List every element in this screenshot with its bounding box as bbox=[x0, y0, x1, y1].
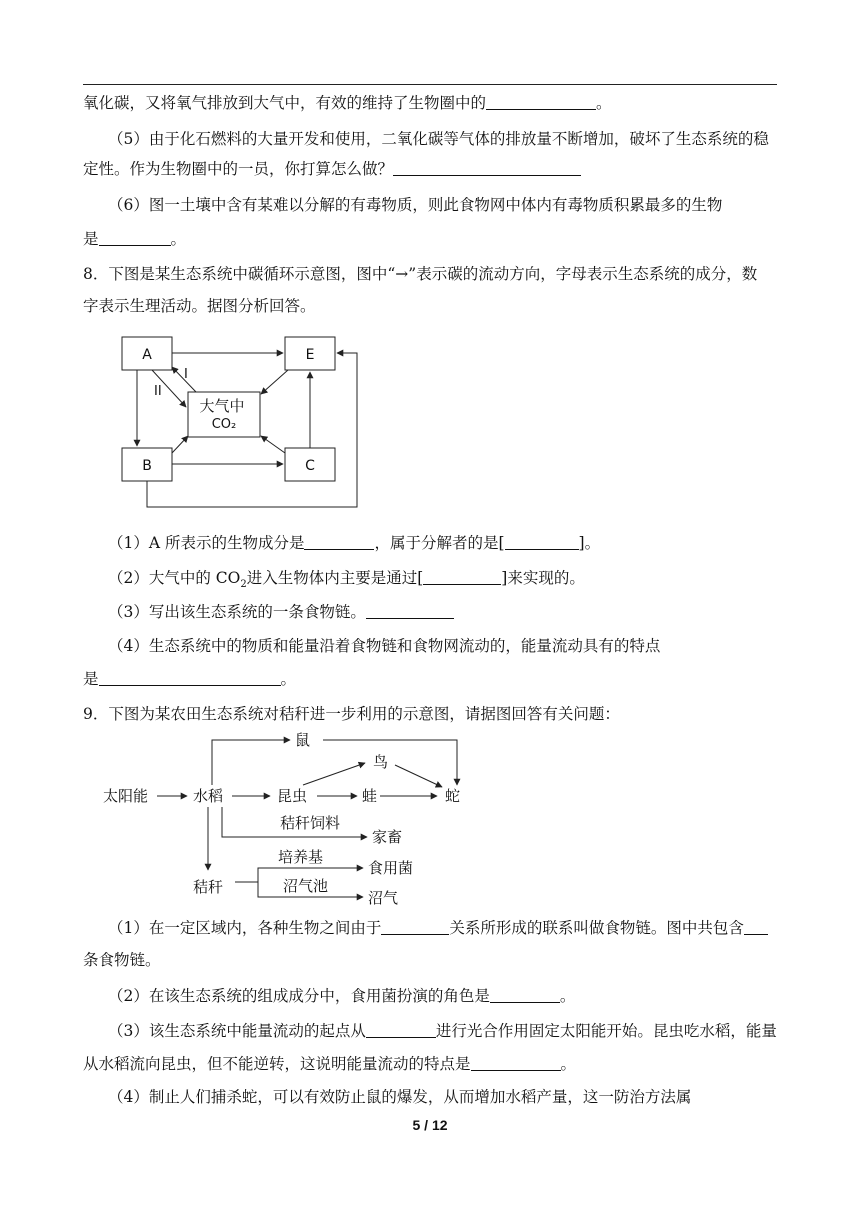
answer-blank[interactable] bbox=[99, 670, 281, 686]
q9-p3-text-b: 进行光合作用固定太阳能开始。昆虫吃水稻，能量 bbox=[435, 1022, 777, 1040]
answer-blank[interactable] bbox=[423, 569, 501, 585]
label-biogas: 沼气 bbox=[368, 889, 399, 907]
node-A: A bbox=[142, 347, 152, 363]
q7-p5-line1: （5）由于化石燃料的大量开发和使用，二氧化碳等气体的排放量不断增加，破坏了生态系统的稳 bbox=[108, 130, 769, 148]
q8-p2-text-c: ]来实现的。 bbox=[501, 569, 585, 587]
label-rice: 水稻 bbox=[193, 787, 224, 805]
arrow-B-co2 bbox=[172, 436, 188, 453]
label-fungus: 食用菌 bbox=[368, 859, 414, 877]
arrow-rat-snake bbox=[323, 740, 457, 785]
q8-p2-text-b: 进入生物体内主要是通过[ bbox=[246, 569, 424, 587]
farmland-ecosystem-diagram bbox=[95, 725, 495, 915]
arrow-C-co2 bbox=[261, 436, 285, 453]
q8-p4-text: 是 bbox=[83, 670, 99, 688]
answer-blank[interactable] bbox=[490, 987, 560, 1003]
carbon-cycle-diagram bbox=[100, 325, 380, 515]
label-digester: 沼气池 bbox=[283, 877, 329, 895]
q8-p1-text-a: （1）A 所表示的生物成分是 bbox=[108, 534, 305, 552]
q7-p5-line2 bbox=[83, 159, 783, 179]
q8-stem-line2: 字表示生理活动。据图分析回答。 bbox=[83, 297, 316, 315]
label-frog: 蛙 bbox=[362, 787, 378, 805]
node-C: C bbox=[305, 458, 315, 474]
q8-stem-line1: 8．下图是某生态系统中碳循环示意图，图中“→”表示碳的流动方向，字母表示生态系统的成分，数 bbox=[83, 265, 758, 283]
period: 。 bbox=[170, 230, 187, 248]
header-rule bbox=[83, 84, 777, 85]
label-rat: 鼠 bbox=[295, 731, 311, 749]
q7-p6-line2 bbox=[83, 229, 783, 249]
answer-blank[interactable] bbox=[505, 534, 579, 550]
q8-p3 bbox=[108, 602, 808, 622]
q7-p6-line1: （6）图一土壤中含有某难以分解的有毒物质，则此食物网中体内有毒物质积累最多的生物 bbox=[108, 196, 723, 214]
label-sun: 太阳能 bbox=[103, 787, 149, 805]
q9-p4: （4）制止人们捕杀蛇，可以有效防止鼠的爆发，从而增加水稻产量，这一防治方法属 bbox=[108, 1088, 692, 1106]
answer-blank[interactable] bbox=[393, 160, 581, 176]
label-bird: 鸟 bbox=[373, 753, 389, 771]
co2-label-line2: CO₂ bbox=[211, 417, 237, 432]
q7-p5-text: 定性。作为生物圈中的一员，你打算怎么做？ bbox=[83, 160, 394, 178]
co2-label-line1: 大气中 bbox=[199, 397, 245, 415]
q9-stem: 9．下图为某农田生态系统对秸秆进一步利用的示意图，请据图回答有关问题： bbox=[83, 705, 620, 723]
label-snake: 蛇 bbox=[445, 787, 461, 805]
q7-p6-text: 是 bbox=[83, 230, 99, 248]
q9-p1-text-b: 关系所形成的联系叫做食物链。图中共包含 bbox=[449, 919, 744, 937]
period: 。 bbox=[559, 987, 576, 1005]
q8-p4-line2 bbox=[83, 669, 783, 689]
q9-p3-text-c: 从水稻流向昆虫，但不能逆转，这说明能量流动的特点是 bbox=[83, 1055, 471, 1073]
q7-cont-text: 氧化碳，又将氧气排放到大气中，有效的维持了生物圈中的 bbox=[83, 94, 487, 112]
q8-p2 bbox=[108, 568, 808, 595]
label-medium: 培养基 bbox=[278, 848, 324, 866]
answer-blank[interactable] bbox=[471, 1055, 561, 1071]
subscript-2: 2 bbox=[240, 579, 247, 591]
answer-blank[interactable] bbox=[99, 230, 171, 246]
q9-p3-line1 bbox=[108, 1021, 808, 1041]
q8-p1-text-c: ]。 bbox=[578, 534, 601, 552]
node-E: E bbox=[305, 347, 315, 363]
answer-blank[interactable] bbox=[304, 534, 374, 550]
q8-p1 bbox=[108, 533, 808, 553]
answer-blank[interactable] bbox=[744, 919, 768, 935]
q9-p1-text-a: （1）在一定区域内，各种生物之间由于 bbox=[108, 919, 382, 937]
period: 。 bbox=[596, 94, 612, 112]
q8-p4-line1: （4）生态系统中的物质和能量沿着食物链和食物网流动的，能量流动具有的特点 bbox=[108, 637, 661, 655]
label-insect: 昆虫 bbox=[277, 787, 308, 805]
q9-p2 bbox=[108, 986, 808, 1006]
arrow-bird-snake bbox=[395, 765, 442, 787]
label-straw: 秸秆 bbox=[193, 878, 224, 896]
q7-continuation-line bbox=[83, 93, 783, 113]
roman-1-label: I bbox=[184, 367, 188, 382]
period: 。 bbox=[280, 670, 297, 688]
label-feed: 秸秆饲料 bbox=[280, 814, 341, 832]
node-B: B bbox=[142, 458, 152, 474]
page-number: 5 / 12 bbox=[412, 1117, 448, 1133]
arrow-insect-bird bbox=[303, 763, 365, 785]
q8-p1-text-b: ，属于分解者的是[ bbox=[374, 534, 505, 552]
answer-blank[interactable] bbox=[366, 1022, 436, 1038]
arrow-rice-rat bbox=[212, 740, 290, 785]
q9-p1-line1 bbox=[108, 918, 808, 938]
answer-blank[interactable] bbox=[381, 919, 449, 935]
q9-p3-line2 bbox=[83, 1054, 783, 1074]
answer-blank[interactable] bbox=[486, 94, 596, 110]
q9-p1-line2: 条食物链。 bbox=[83, 951, 161, 969]
answer-blank[interactable] bbox=[366, 603, 454, 619]
period: 。 bbox=[560, 1055, 577, 1073]
arrow-E-co2 bbox=[261, 370, 288, 394]
roman-2-label: II bbox=[154, 384, 162, 399]
label-livestock: 家畜 bbox=[372, 828, 403, 846]
q8-p3-text: （3）写出该生态系统的一条食物链。 bbox=[108, 603, 366, 621]
q9-p3-text-a: （3）该生态系统中能量流动的起点从 bbox=[108, 1022, 366, 1040]
q8-p2-text-a: （2）大气中的 CO bbox=[108, 569, 241, 587]
q9-p2-text: （2）在该生态系统的组成成分中，食用菌扮演的角色是 bbox=[108, 987, 490, 1005]
